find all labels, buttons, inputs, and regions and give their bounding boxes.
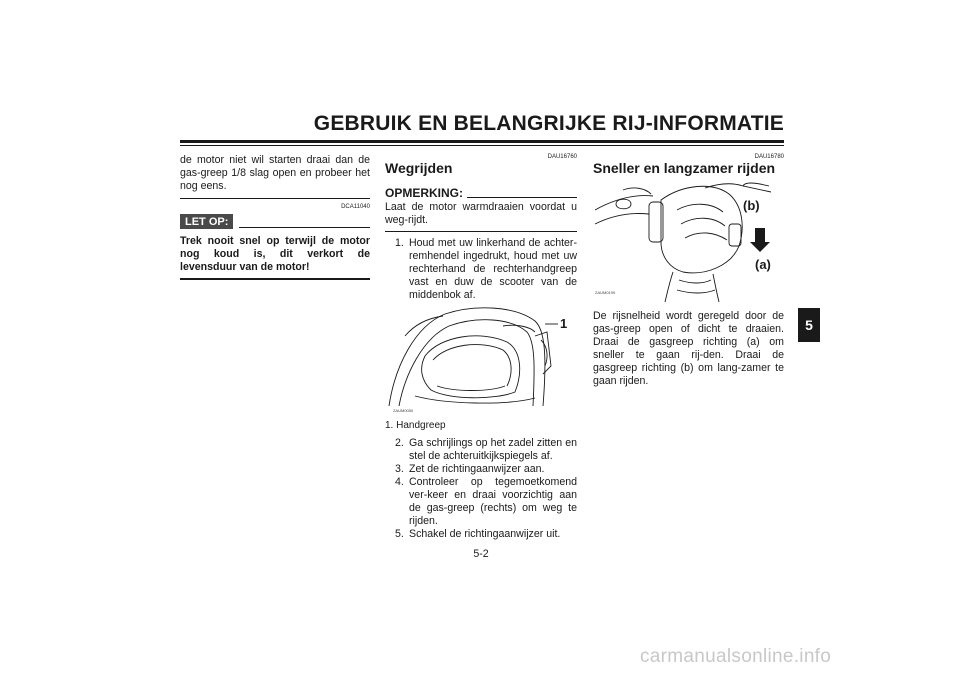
step-text: Zet de richtingaanwijzer aan. (409, 463, 545, 475)
figure-callout-1: 1 (560, 316, 568, 331)
caution-line (239, 227, 370, 228)
step-number: 2. (395, 437, 404, 449)
handgrip-illustration (385, 296, 577, 414)
section-heading: Wegrijden (385, 160, 453, 176)
steps-block-b (385, 437, 577, 541)
note-line (467, 197, 577, 198)
handgrip-figure (385, 296, 577, 414)
step-number: 5. (395, 528, 404, 540)
step-number: 3. (395, 463, 404, 475)
page-number: 5-2 (473, 548, 489, 560)
throttle-figure (593, 180, 784, 302)
section-rule (180, 198, 370, 199)
column-right (593, 154, 784, 176)
step-text: Controleer op tegemoetkomend ver-keer en draai voorzichtig aan de gas-greep (rechts) om weg te rijden. (409, 476, 577, 527)
note-label: OPMERKING: (385, 186, 463, 200)
header-rule-thin (180, 145, 784, 146)
steps-list-b (385, 437, 577, 541)
chapter-tab: 5 (798, 308, 820, 342)
header-rule (180, 140, 784, 143)
step-text: Schakel de richtingaanwijzer uit. (409, 528, 561, 540)
figure-code: ZAUM0199 (595, 290, 616, 295)
caution-end-rule (180, 278, 370, 280)
column-left (180, 154, 370, 280)
figure-callout-b: (b) (743, 198, 760, 213)
watermark-text: carmanualsonline.info (640, 646, 832, 667)
list-item (395, 463, 577, 476)
list-item (395, 528, 577, 541)
note-text: Laat de motor warmdraaien voordat u weg-rijdt. (385, 201, 577, 226)
caution-badge: LET OP: (180, 214, 233, 229)
figure-callout-a: (a) (755, 257, 771, 272)
caution-code: DCA11040 (341, 204, 370, 210)
column-middle (385, 154, 577, 302)
section-code: DAU16780 (754, 154, 784, 160)
caution-text: Trek nooit snel op terwijl de motor nog koud is, dit verkort de levensduur van de motor! (180, 235, 370, 273)
list-item (395, 437, 577, 463)
intro-paragraph: de motor niet wil starten draai dan de gas-greep 1/8 slag open en probeer het nog eens. (180, 154, 370, 192)
step-number: 1. (395, 237, 404, 249)
note-end-rule (385, 231, 577, 232)
step-number: 4. (395, 476, 404, 488)
page-header-title: GEBRUIK EN BELANGRIJKE RIJ-INFORMATIE (313, 112, 784, 135)
note-header (385, 186, 577, 200)
list-item (395, 237, 577, 302)
figure-caption: 1. Handgreep (385, 420, 446, 431)
section-heading: Sneller en langzamer rijden (593, 160, 776, 176)
step-text: Ga schrijlings op het zadel zitten en stel de achteruitkijkspiegels af. (409, 437, 577, 462)
figure-code: ZAUM0050 (393, 408, 414, 413)
throttle-paragraph: De rijsnelheid wordt geregeld door de gas-greep open of dicht te draaien. Draai de gasgreep richting (a) om sneller te gaan rij-den. Draai de gasgreep richting (b) om lang-zamer te gaan rijden. (593, 310, 784, 387)
caution-header (180, 214, 370, 229)
steps-list-a (385, 237, 577, 302)
list-item (395, 476, 577, 528)
section-code: DAU16760 (547, 154, 577, 160)
step-text: Houd met uw linkerhand de achter-remhendel ingedrukt, houd met uw rechterhand de rechterhandgreep vast en duw de scooter van de middenbok af. (409, 237, 577, 301)
